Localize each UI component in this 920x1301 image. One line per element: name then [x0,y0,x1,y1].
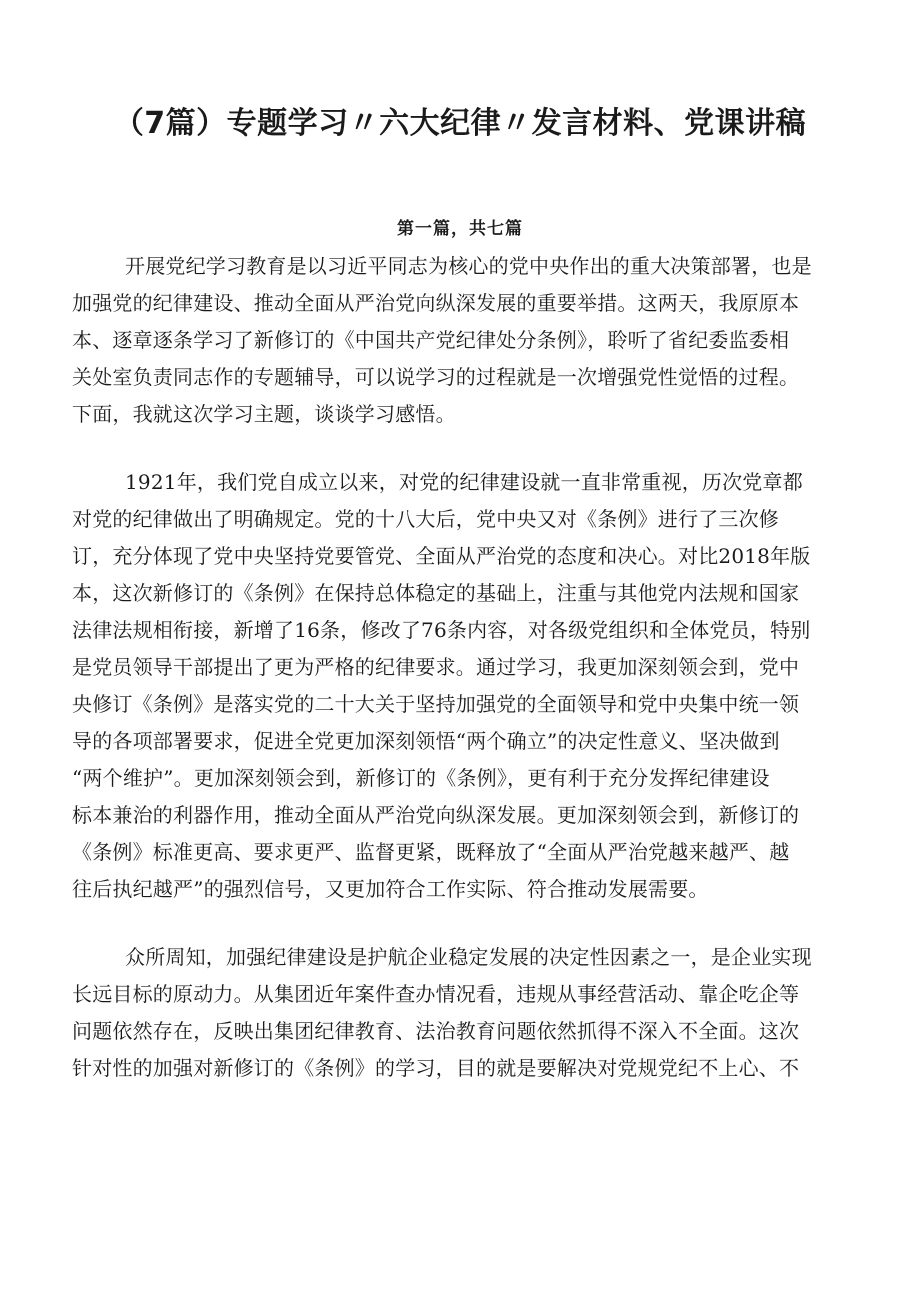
paragraph-line: 往后执纪越严”的强烈信号，又更加符合工作实际、符合推动发展需要。 [72,877,709,901]
paragraph-line: 《条例》标准更高、要求更严、监督更紧，既释放了“全面从严治党越来越严、越 [72,840,790,864]
paragraph-line: 针对性的加强对新修订的《条例》的学习，目的就是要解决对党规党纪不上心、不 [72,1056,800,1080]
paragraph-line: 开展党纪学习教育是以习近平同志为核心的党中央作出的重大决策部署，也是 [125,254,812,278]
paragraph-line: 关处室负责同志作的专题辅导，可以说学习的过程就是一次增强党性觉悟的过程。 [72,365,800,389]
paragraph-line: 本、逐章逐条学习了新修订的《中国共产党纪律处分条例》，聆听了省纪委监委相 [72,328,790,352]
paragraph-line: 对党的纪律做出了明确规定。党的十八大后，党中央又对《条例》进行了三次修 [72,507,779,531]
paragraph-line: 订，充分体现了党中央坚持党要管党、全面从严治党的态度和决心。对比2018年版 [72,544,811,568]
paragraph-line: 加强党的纪律建设、推动全面从严治党向纵深发展的重要举措。这两天，我原原本 [72,291,800,315]
paragraph-line: “两个维护”。更加深刻领会到，新修订的《条例》，更有利于充分发挥纪律建设 [72,766,770,790]
paragraph-line: 导的各项部署要求，促进全党更加深刻领悟“两个确立”的决定性意义、坚决做到 [72,729,780,753]
section-heading: 第一篇，共七篇 [397,219,523,239]
paragraph-line: 标本兼治的利器作用，推动全面从严治党向纵深发展。更加深刻领会到，新修订的 [72,803,800,827]
document-title: （7篇）专题学习〃六大纪律〃发言材料、党课讲稿 [113,106,807,141]
paragraph-line: 本，这次新修订的《条例》在保持总体稳定的基础上，注重与其他党内法规和国家 [72,581,800,605]
paragraph-line: 下面，我就这次学习主题，谈谈学习感悟。 [72,402,456,426]
paragraph-line: 1921年，我们党自成立以来，对党的纪律建设就一直非常重视，历次党章都 [125,470,803,494]
paragraph-line: 央修订《条例》是落实党的二十大关于坚持加强党的全面领导和党中央集中统一领 [72,692,800,716]
paragraph-line: 是党员领导干部提出了更为严格的纪律要求。通过学习，我更加深刻领会到，党中 [72,655,800,679]
paragraph-line: 法律法规相衔接，新增了16条，修改了76条内容，对各级党组织和全体党员，特别 [72,618,811,642]
paragraph-line: 问题依然存在，反映出集团纪律教育、法治教育问题依然抓得不深入不全面。这次 [72,1019,800,1043]
paragraph-line: 长远目标的原动力。从集团近年案件查办情况看，违规从事经营活动、靠企吃企等 [72,982,800,1006]
paragraph-line: 众所周知，加强纪律建设是护航企业稳定发展的决定性因素之一，是企业实现 [125,945,812,969]
